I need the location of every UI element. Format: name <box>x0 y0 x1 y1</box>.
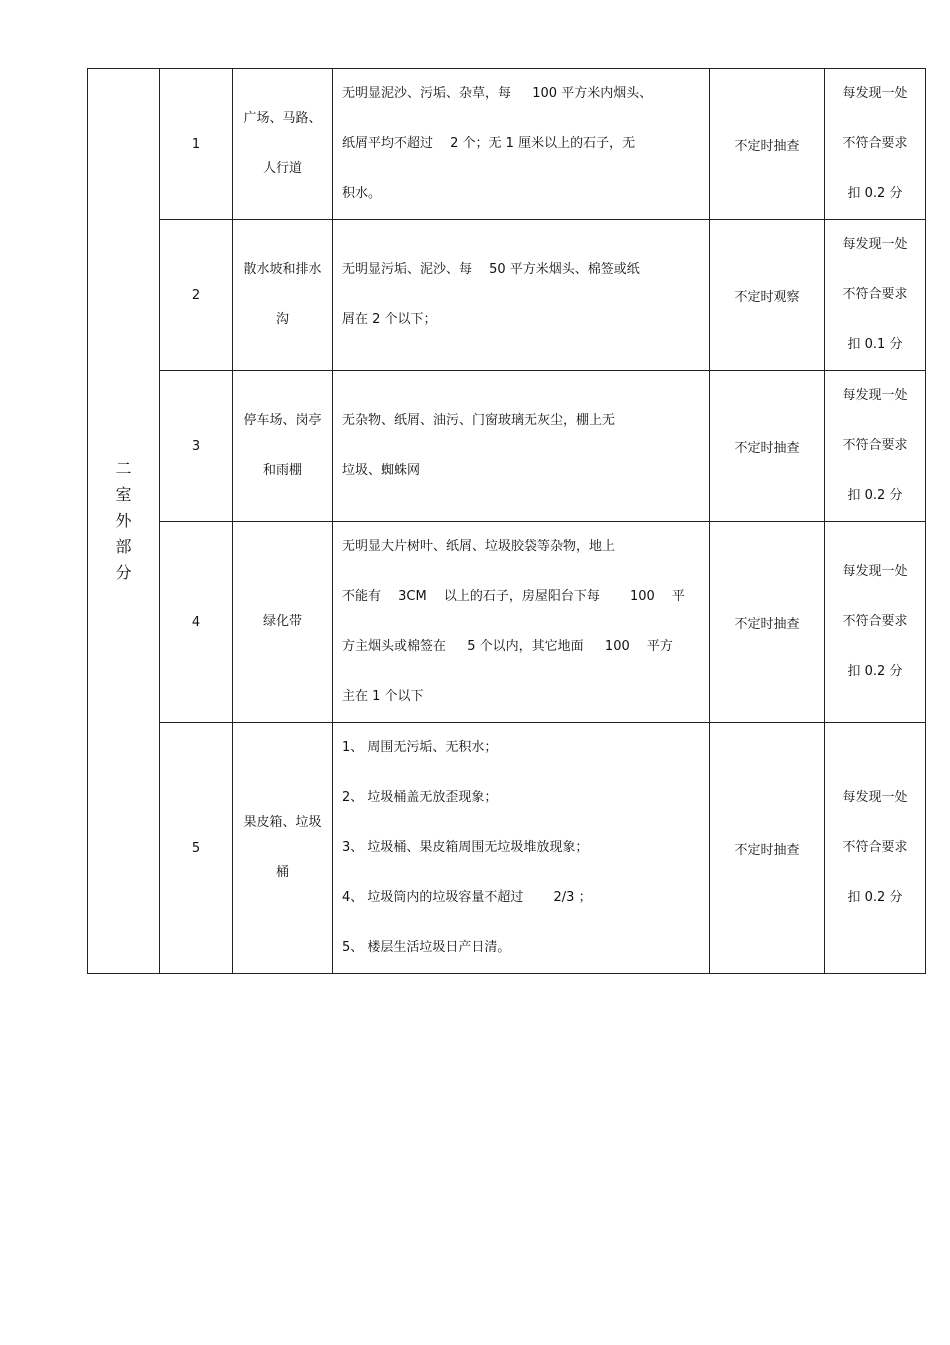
standard-line: 3、 垃圾桶、果皮箱周围无垃圾堆放现象； <box>342 840 589 855</box>
area-label: 广场、马路、人行道 <box>243 111 322 176</box>
deduction-line: 扣 0.2 分 <box>847 488 903 503</box>
standard-line: 1、 周围无污垢、无积水； <box>342 740 498 755</box>
section-cell <box>88 69 160 974</box>
deduction-line: 每发现一处 <box>842 790 908 805</box>
area-label: 停车场、岗亭和雨棚 <box>243 413 322 478</box>
deduction-line: 每发现一处 <box>842 388 908 403</box>
standard-line: 垃圾、蜘蛛网 <box>342 463 421 478</box>
method-cell: 不定时抽查 <box>710 69 825 220</box>
area-cell <box>233 522 333 723</box>
deduction-line: 扣 0.2 分 <box>847 186 903 201</box>
row-number: 3 <box>160 371 233 522</box>
standard-line: 4、 垃圾筒内的垃圾容量不超过 2/3 ； <box>342 890 592 905</box>
table-row <box>88 371 926 522</box>
deduction-line: 每发现一处 <box>842 237 908 252</box>
deduction-cell <box>825 220 926 371</box>
method-cell: 不定时抽查 <box>710 522 825 723</box>
row-number: 1 <box>160 69 233 220</box>
standard-cell <box>333 522 710 723</box>
area-cell <box>233 69 333 220</box>
standard-cell <box>333 723 710 974</box>
standard-line: 2、 垃圾桶盖无放歪现象； <box>342 790 498 805</box>
deduction-line: 扣 0.2 分 <box>847 664 903 679</box>
method-cell: 不定时抽查 <box>710 723 825 974</box>
method-cell: 不定时抽查 <box>710 371 825 522</box>
deduction-line: 扣 0.2 分 <box>847 890 903 905</box>
standard-line: 主在 1 个以下 <box>342 689 424 704</box>
table-row <box>88 723 926 974</box>
standard-line: 无明显大片树叶、纸屑、垃圾胶袋等杂物，地上 <box>342 539 616 554</box>
deduction-line: 不符合要求 <box>842 614 908 629</box>
standard-line: 5、 楼层生活垃圾日产日清。 <box>342 940 511 955</box>
deduction-line: 不符合要求 <box>842 840 908 855</box>
standard-line: 无杂物、纸屑、油污、门窗玻璃无灰尘，棚上无 <box>342 413 616 428</box>
deduction-line: 每发现一处 <box>842 564 908 579</box>
area-label: 绿化带 <box>262 614 302 629</box>
row-number: 5 <box>160 723 233 974</box>
row-number: 2 <box>160 220 233 371</box>
standard-line: 无明显污垢、泥沙、每 50 平方米烟头、棉签或纸 <box>342 262 640 277</box>
table-body <box>88 69 926 974</box>
deduction-cell <box>825 371 926 522</box>
standard-line: 方主烟头或棉签在 5 个以内，其它地面 100 平方 <box>342 639 673 654</box>
table-row <box>88 522 926 723</box>
standard-line: 屑在 2 个以下； <box>342 312 437 327</box>
method-cell: 不定时观察 <box>710 220 825 371</box>
standard-line: 纸屑平均不超过 2 个；无 1 厘米以上的石子，无 <box>342 136 636 151</box>
deduction-line: 扣 0.1 分 <box>847 337 903 352</box>
standard-line: 无明显泥沙、污垢、杂草，每 100 平方米内烟头、 <box>342 86 653 101</box>
deduction-line: 不符合要求 <box>842 136 908 151</box>
area-cell <box>233 723 333 974</box>
area-label: 果皮箱、垃圾桶 <box>243 815 322 880</box>
deduction-line: 每发现一处 <box>842 86 908 101</box>
standard-line: 积水。 <box>342 186 382 201</box>
section-label: 二室外部分 <box>115 459 132 582</box>
area-cell <box>233 371 333 522</box>
deduction-cell <box>825 723 926 974</box>
area-cell <box>233 220 333 371</box>
table-row <box>88 220 926 371</box>
deduction-line: 不符合要求 <box>842 438 908 453</box>
row-number: 4 <box>160 522 233 723</box>
inspection-table <box>87 68 926 974</box>
deduction-cell <box>825 69 926 220</box>
area-label: 散水坡和排水沟 <box>243 262 322 327</box>
deduction-line: 不符合要求 <box>842 287 908 302</box>
standard-cell <box>333 371 710 522</box>
standard-line: 不能有 3CM 以上的石子，房屋阳台下每 100 平 <box>342 589 685 604</box>
deduction-cell <box>825 522 926 723</box>
standard-cell <box>333 69 710 220</box>
table-row <box>88 69 926 220</box>
standard-cell <box>333 220 710 371</box>
